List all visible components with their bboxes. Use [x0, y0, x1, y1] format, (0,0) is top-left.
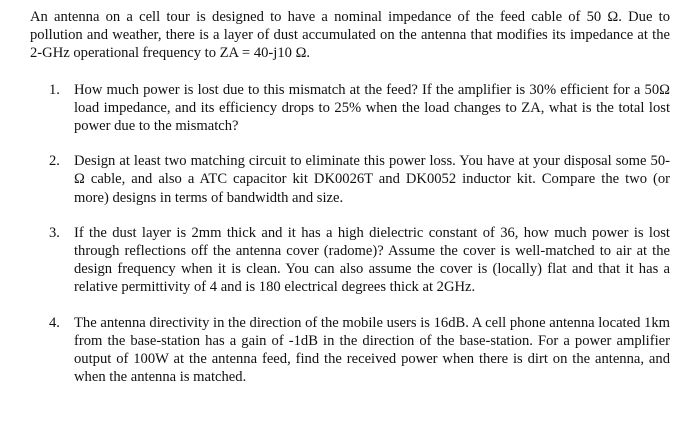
question-item: [30, 81, 670, 136]
question-text: If the dust layer is 2mm thick and it has a high dielectric constant of 36, how much power is lost through reflections off the antenna cover (radome)? Assume the cover is well-matched to air at the design frequency when it is clean. You can also assume the cover is (locally) flat and that it has a relative permittivity of 4 and is 180 electrical degrees thick at 2GHz.: [74, 224, 670, 296]
question-list: [30, 81, 670, 387]
question-number: 2.: [49, 153, 60, 170]
intro-text: An antenna on a cell tour is designed to have a nominal impedance of the feed cable of 50 Ω. Due to pollution and weather, there is a layer of dust accumulated on the antenna that modifies its impedance at the 2-GHz operational frequency to ZA = 40-j10 Ω.: [30, 9, 670, 62]
question-item: [30, 224, 670, 297]
question-number: 4.: [49, 314, 60, 331]
question-item: [30, 152, 670, 207]
question-number: 3.: [49, 224, 60, 241]
question-number: 1.: [49, 81, 60, 98]
question-text: How much power is lost due to this mismatch at the feed? If the amplifier is 30% efficient for a 50Ω load impedance, and its efficiency drops to 25% when the load changes to ZA, what is the total lost power due to the mismatch?: [74, 81, 670, 135]
question-item: [30, 314, 670, 387]
question-text: The antenna directivity in the direction of the mobile users is 16dB. A cell phone antenna located 1km from the base-station has a gain of -1dB in the direction of the base-station. For a power amplifier output of 100W at the antenna feed, find the received power when there is dirt on the antenna, and when the antenna is matched.: [74, 314, 670, 386]
question-text: Design at least two matching circuit to eliminate this power loss. You have at your disposal some 50-Ω cable, and also a ATC capacitor kit DK0026T and DK0052 inductor kit. Compare the two (or more) designs in terms of bandwidth and size.: [74, 153, 670, 206]
problem-intro: [30, 8, 670, 63]
